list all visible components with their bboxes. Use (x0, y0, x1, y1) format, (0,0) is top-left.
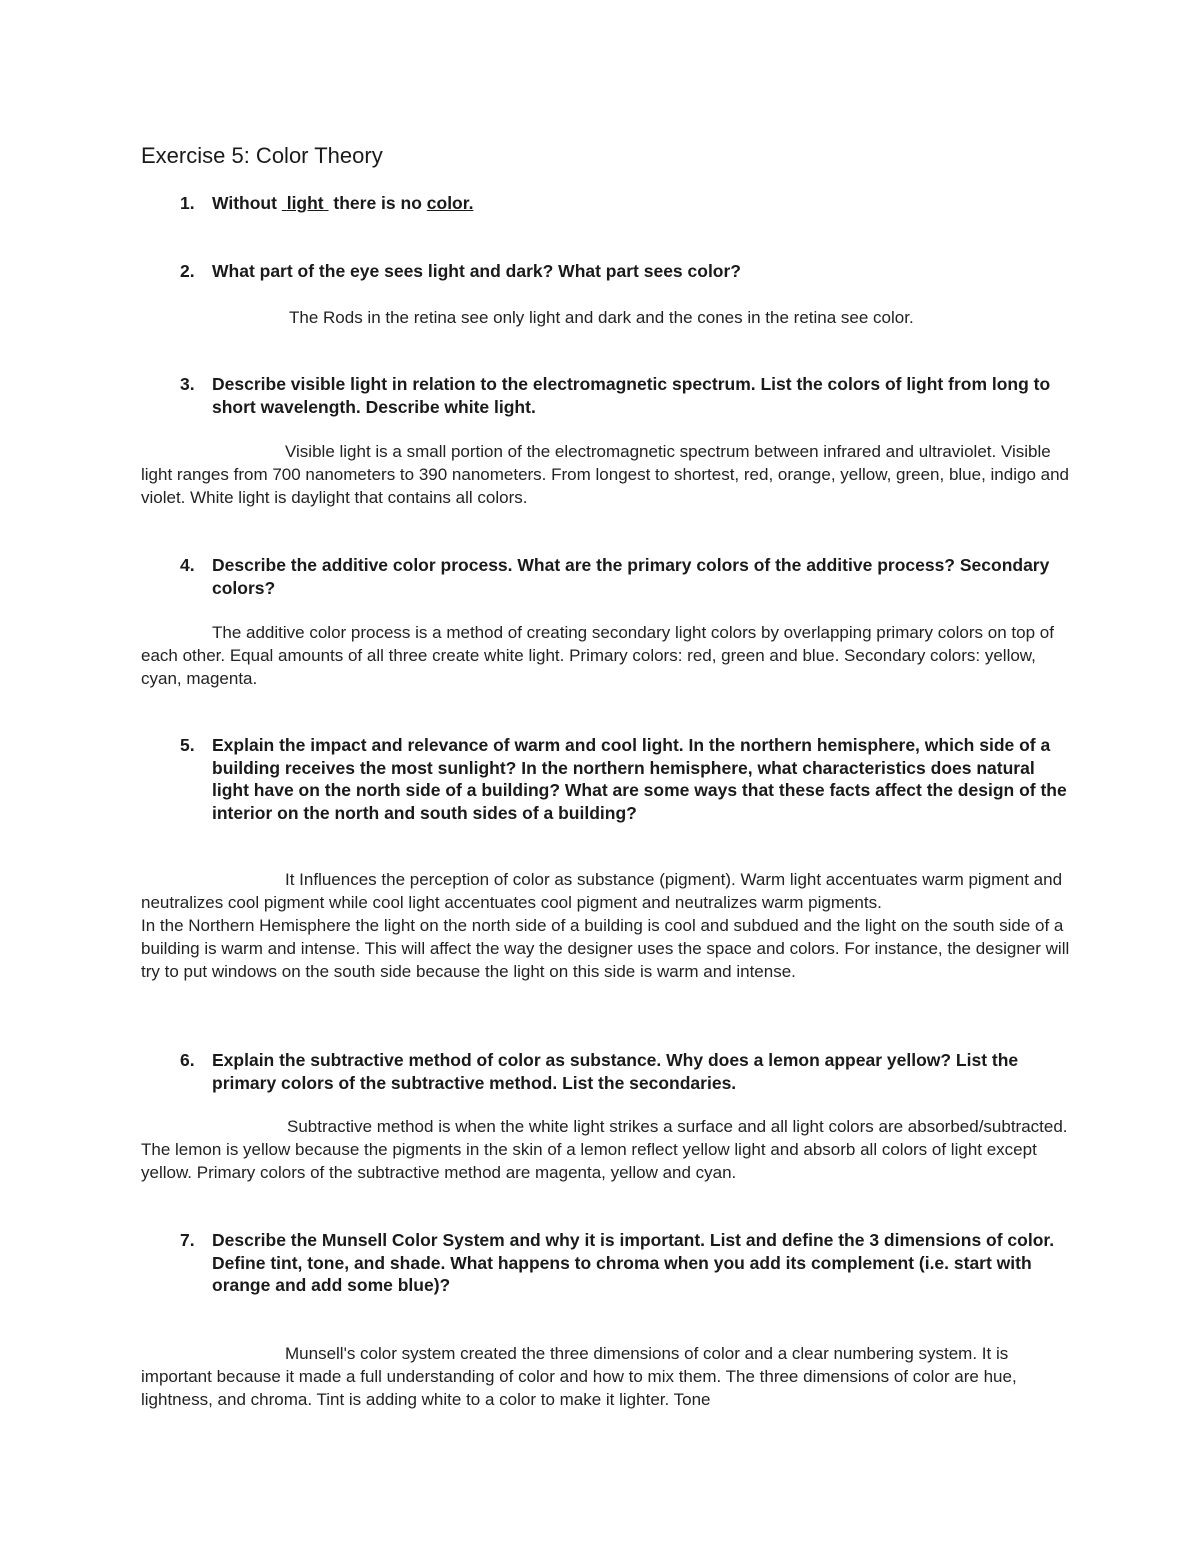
question-5 (180, 734, 1072, 824)
question-number: 2. (180, 261, 195, 281)
question-3 (180, 373, 1072, 418)
question-1-blank: light (286, 193, 324, 213)
question-number: 6. (180, 1050, 195, 1070)
question-7 (180, 1229, 1072, 1297)
question-number: 1. (180, 193, 195, 213)
question-text: Describe the Munsell Color System and why it is important. List and define the 3 dimensions of color. Define tint, tone, and shade. What happens to chroma when you add its complement (i.e. start with orange and add some blue)? (212, 1230, 1055, 1295)
question-number: 5. (180, 735, 195, 755)
answer-2 (289, 306, 1089, 329)
answer-text-1: It Influences the perception of color as substance (pigment). Warm light accentuates warm pigment and neutralizes cool pigment while cool light accentuates cool pigment and neutralizes warm pigments. (141, 870, 1063, 912)
question-1 (180, 192, 1072, 215)
document-title: Exercise 5: Color Theory (141, 143, 383, 168)
question-text: Describe the additive color process. What are the primary colors of the additive process? Secondary colors? (212, 555, 1050, 598)
answer-4 (141, 621, 1081, 690)
answer-6 (141, 1115, 1081, 1184)
question-text: Describe visible light in relation to the electromagnetic spectrum. List the colors of light from long to short wavelength. Describe white light. (212, 374, 1051, 417)
answer-text: The additive color process is a method of creating secondary light colors by overlapping primary colors on top of each other. Equal amounts of all three create white light. Primary colors: red, green and blue. Secondary colors: yellow, cyan, magenta. (141, 623, 1054, 688)
question-number: 7. (180, 1230, 195, 1250)
question-1-prefix: Without (212, 193, 277, 213)
question-text: Explain the impact and relevance of warm and cool light. In the northern hemisphere, which side of a building receives the most sunlight? In the northern hemisphere, what characteristics does natural light have on the north side of a building? What are some ways that these facts affect the design of the interior on the north and south sides of a building? (212, 735, 1067, 823)
question-6 (180, 1049, 1072, 1094)
question-text: Explain the subtractive method of color as substance. Why does a lemon appear yellow? List the primary colors of the subtractive method. List the secondaries. (212, 1050, 1019, 1093)
answer-text: Munsell's color system created the three dimensions of color and a clear numbering system. It is important because it made a full understanding of color and how to mix them. The three dimensions of color are hue, lightness, and chroma. Tint is adding white to a color to make it lighter. Tone (141, 1344, 1017, 1409)
question-2 (180, 260, 1072, 283)
answer-3 (141, 440, 1081, 509)
question-1-answer: color. (426, 193, 474, 213)
question-number: 3. (180, 374, 195, 394)
answer-5 (141, 868, 1081, 983)
question-number: 4. (180, 555, 195, 575)
answer-text: Subtractive method is when the white light strikes a surface and all light colors are absorbed/subtracted. The lemon is yellow because the pigments in the skin of a lemon reflect yellow light and absorb all colors of light except yellow. Primary colors of the subtractive method are magenta, yellow and cyan. (141, 1117, 1068, 1182)
answer-text: Visible light is a small portion of the electromagnetic spectrum between infrared and ultraviolet. Visible light ranges from 700 nanometers to 390 nanometers. From longest to shortest, red, orange, yellow, green, blue, indigo and violet. White light is daylight that contains all colors. (141, 442, 1069, 507)
question-1-middle: there is no (333, 193, 422, 213)
answer-text: The Rods in the retina see only light and dark and the cones in the retina see color. (289, 308, 914, 327)
answer-7 (141, 1342, 1081, 1411)
answer-text-2: In the Northern Hemisphere the light on the north side of a building is cool and subdued and the light on the south side of a building is warm and intense. This will affect the way the designer uses the space and colors. For instance, the designer will try to put windows on the south side because the light on this side is warm and intense. (141, 916, 1070, 981)
question-text: What part of the eye sees light and dark? What part sees color? (212, 261, 741, 281)
question-4 (180, 554, 1072, 599)
